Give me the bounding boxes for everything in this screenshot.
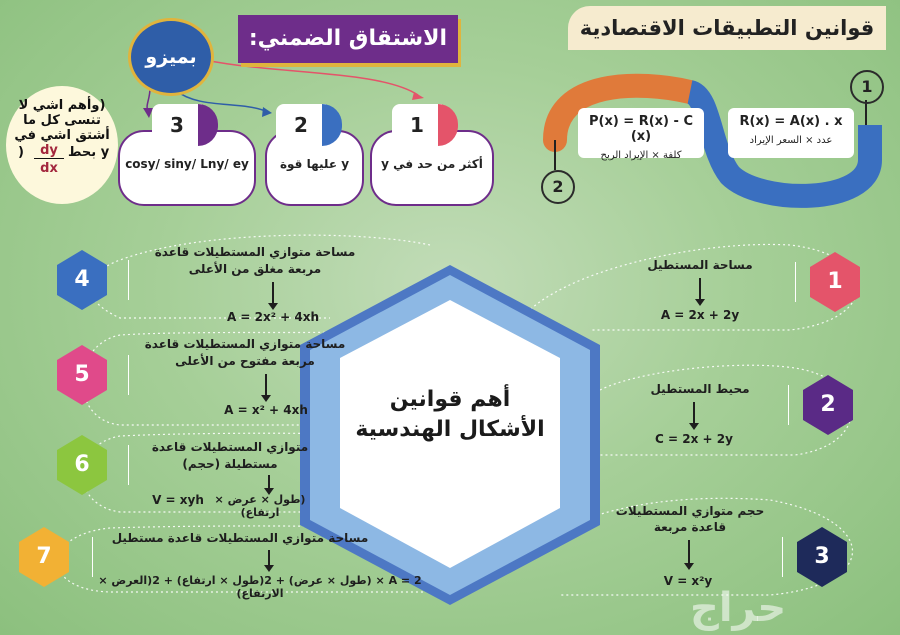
note-line-3: أشتق اشي في <box>14 128 110 143</box>
left-item-4-title-2: مربعة مغلق من الأعلى <box>188 262 322 276</box>
center-title-line-1: أهم قوانين <box>389 387 511 412</box>
center-title-line-2: الأشكال الهندسية <box>355 417 545 442</box>
left-item-6-formula-note: (طول × عرض × ارتفاع) <box>214 493 306 519</box>
right-item-3-title-2: قاعدة مربعة <box>653 520 727 534</box>
right-item-3-number: 3 <box>814 544 830 569</box>
right-item-3-formula: V = x²y <box>663 574 713 588</box>
bracket-6 <box>120 445 129 485</box>
revenue-formula: R(x) = A(x) . x <box>739 114 843 129</box>
left-item-6-formula: V = xyh <box>152 493 204 507</box>
bracket-1 <box>795 262 804 302</box>
bracket-5 <box>120 355 129 395</box>
implicit-card-2-number: 2 <box>276 104 326 146</box>
econ-number-1: 1 <box>850 70 884 104</box>
right-item-3-title-1: حجم متوازي المستطيلات <box>615 504 765 518</box>
implicit-title: الاشتقاق الضمني: <box>238 15 458 63</box>
left-item-7-formula: A = 2 × (طول × عرض) + 2(طول × ارتفاع) + 2(العرض × الارتفاع) <box>98 574 422 600</box>
implicit-card-3-number: 3 <box>152 104 202 146</box>
bracket-7 <box>84 537 93 577</box>
implicit-card-3-text: cosy/ siny/ Lny/ ey <box>125 157 249 171</box>
right-item-1-formula: A = 2x + 2y <box>660 308 740 322</box>
bracket-4 <box>120 260 129 300</box>
right-item-2-arrow <box>693 402 695 424</box>
left-item-5-title-2: مربعة مفتوح من الأعلى <box>175 354 315 368</box>
left-item-7-arrow <box>268 550 270 566</box>
left-item-7-title: مساحة متوازي المستطيلات قاعدة مستطيل <box>111 531 369 545</box>
implicit-card-1-number: 1 <box>392 104 442 146</box>
note-frac-top: dy <box>34 143 64 159</box>
bracket-3 <box>782 537 791 577</box>
left-item-4-number: 4 <box>74 267 90 292</box>
implicit-card-1-text: أكثر من حد في y <box>381 157 483 171</box>
right-item-1-number: 1 <box>827 269 843 294</box>
left-item-4-title-1: مساحة متوازي المستطيلات قاعدة <box>154 245 356 259</box>
profit-caption: كلفة × الإيراد الربح <box>600 150 682 161</box>
left-item-6-title-1: متوازي المستطيلات قاعدة <box>151 440 309 454</box>
note-frac-bottom: dx <box>40 161 58 176</box>
note-line-4: y بحط <box>68 145 110 160</box>
note-line-1: (وأهم اشي لا <box>18 98 106 113</box>
right-item-1-title: مساحة المستطيل <box>647 258 753 272</box>
note-line-2: تنسى كل ما <box>23 113 101 128</box>
note-paren: ) <box>18 145 24 160</box>
left-item-6-title-2: مستطيلة (حجم) <box>182 457 278 471</box>
profit-formula: P(x) = R(x) - C (x) <box>588 114 693 144</box>
left-item-5-arrow <box>265 374 267 396</box>
right-item-2-title: محيط المستطيل <box>650 382 750 396</box>
economics-title: قوانين التطبيقات الاقتصادية <box>568 6 886 50</box>
left-item-4-formula: A = 2x² + 4xh <box>226 310 320 324</box>
revenue-caption: عدد × السعر الإيراد <box>749 135 833 146</box>
left-item-5-title-1: مساحة متوازي المستطيلات قاعدة <box>144 337 346 351</box>
implicit-card-2-text: y عليها قوة <box>279 157 350 171</box>
right-item-2-formula: C = 2x + 2y <box>655 432 733 446</box>
right-item-1-arrow <box>699 278 701 300</box>
watermark: حراج <box>690 585 787 631</box>
left-item-5-number: 5 <box>74 362 90 387</box>
left-item-7-number: 7 <box>36 544 52 569</box>
left-item-4-arrow <box>272 282 274 304</box>
left-item-6-number: 6 <box>74 452 90 477</box>
right-item-2-number: 2 <box>820 392 836 417</box>
right-item-3-arrow <box>688 540 690 564</box>
left-item-5-formula: A = x² + 4xh <box>224 403 308 417</box>
econ-number-2: 2 <box>541 170 575 204</box>
bracket-2 <box>788 385 797 425</box>
left-item-6-arrow <box>268 475 270 489</box>
bamizo-badge: بميزو <box>128 18 214 96</box>
